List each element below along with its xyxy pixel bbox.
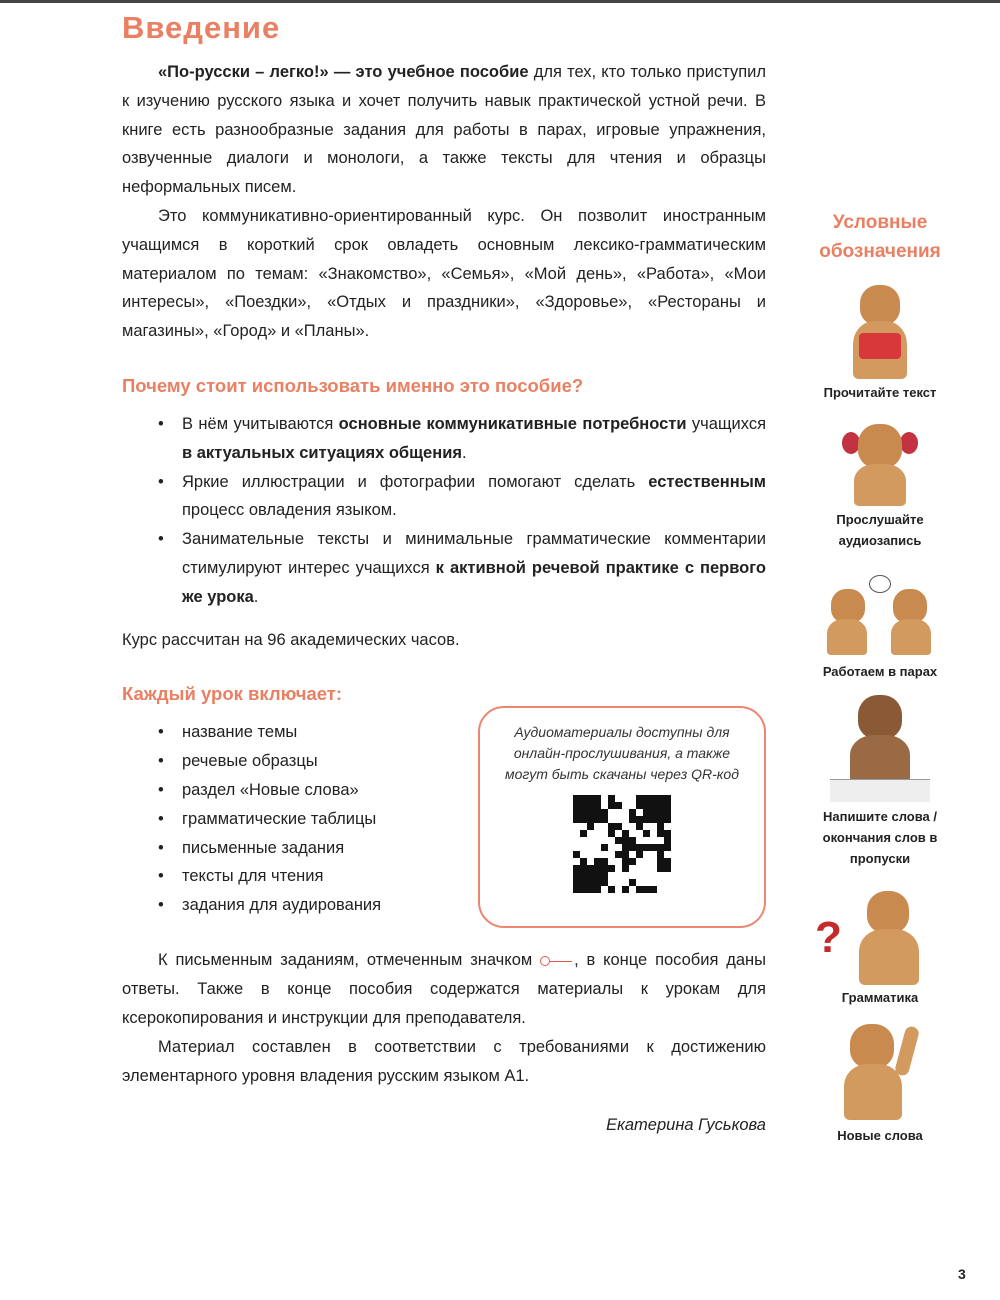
intro-paragraph — [122, 58, 766, 202]
legend-label: Напишите слова / окончания слов в пропуски — [822, 809, 938, 866]
bear-reading-icon — [845, 285, 915, 380]
legend-item-read — [800, 285, 960, 415]
legend-item-pairs — [800, 575, 960, 685]
text: К письменным заданиям, отмеченным значком — [158, 951, 541, 970]
list-item: • название темы — [182, 718, 478, 747]
list-item — [182, 525, 766, 611]
list-item — [182, 410, 766, 468]
bear-question-icon: ? — [815, 885, 945, 985]
why-heading: Почему стоит использовать именно это пособие? — [122, 374, 584, 396]
bear-headphones-icon — [840, 420, 920, 508]
page-title: Введение — [122, 10, 281, 45]
text: к активной речевой практике с первого же урока — [182, 558, 766, 606]
text: Занимательные тексты и минимальные грамматические комментарии стимулируют интерес учащихся — [182, 530, 766, 577]
page-number: 3 — [958, 1266, 966, 1282]
list-item: • тексты для чтения — [182, 862, 478, 891]
bear-writing-icon — [830, 695, 930, 805]
lesson-list — [122, 718, 478, 928]
legend-item-grammar — [800, 885, 960, 1015]
legend-label: Прочитайте текст — [823, 385, 937, 400]
text: естественным — [648, 472, 766, 491]
bear-pointing-icon — [830, 1020, 930, 1120]
main-column — [122, 8, 766, 1135]
standard-paragraph: Материал составлен в соответствии с требованиями к достижению элементарного уровня владения русским языком А1. — [122, 1037, 766, 1085]
top-border — [0, 0, 1000, 3]
list-item: • грамматические таблицы — [182, 805, 478, 834]
list-item: • раздел «Новые слова» — [182, 776, 478, 805]
text: учащихся — [686, 414, 767, 433]
legend-title: Условные обозначения — [819, 212, 941, 262]
legend-label: Работаем в парах — [822, 664, 938, 679]
audio-info-box — [478, 706, 766, 928]
bears-pair-icon — [825, 575, 935, 657]
list-item: • задания для аудирования — [182, 891, 478, 920]
qr-code[interactable] — [573, 795, 671, 893]
text: В нём учитываются — [182, 414, 339, 433]
text: Яркие иллюстрации и фотографии помогают сделать — [182, 472, 649, 491]
why-list — [122, 410, 766, 612]
list-item: • речевые образцы — [182, 747, 478, 776]
legend-item-listen — [800, 420, 960, 550]
text: процесс овладения языком. — [182, 501, 397, 520]
list-item — [182, 468, 766, 526]
audio-info-text: Аудиоматериалы доступны для онлайн-прослушивания, а также могут быть скачаны через QR-код — [504, 724, 739, 783]
text: , в конце пособия даны ответы. Также в конце пособия содержатся материалы к урокам для ксерокопирования и инструкции для преподавателя. — [122, 951, 767, 1027]
legend-item-words — [800, 1020, 960, 1150]
legend-label: Грамматика — [841, 990, 919, 1005]
list-item: • письменные задания — [182, 834, 478, 863]
lesson-heading: Каждый урок включает: — [122, 683, 343, 705]
hours-text: Курс рассчитан на 96 академических часов. — [122, 630, 460, 649]
key-icon — [540, 956, 574, 966]
legend-item-write — [800, 695, 960, 875]
text: . — [253, 587, 259, 606]
intro-bold: «По-русски – легко!» — это — [158, 63, 388, 81]
legend-label: Новые слова — [837, 1128, 923, 1143]
intro-bold: учебное пособие — [387, 63, 529, 81]
author-signature: Екатерина Гуськова — [606, 1116, 766, 1135]
legend-label: Прослушайте аудиозапись — [836, 512, 924, 548]
intro-text: для тех, кто только приступил к изучению русского языка и хочет получить навык практической устной речи. В книге есть разнообразные задания для работы в парах, игровые упражнения, озвученные диалоги и монологи, а также тексты для чтения и образцы неформальных писем. — [122, 63, 766, 197]
answers-paragraph — [122, 946, 766, 1032]
text: . — [461, 443, 467, 462]
text: основные коммуникативные потребности — [338, 414, 687, 433]
course-paragraph: Это коммуникативно-ориентированный курс. Он позволит иностранным учащимся в короткий срок овладеть основным лексико-грамматическим материалом по темам: «Знакомство», «Семья», «Мой день», «Работа», «Мои интересы», «Поездки», «Отдых и праздники», «Здоровье», «Рестораны и магазины», «Город» и «Планы». — [122, 206, 766, 341]
text: в актуальных ситуациях общения — [182, 443, 462, 462]
